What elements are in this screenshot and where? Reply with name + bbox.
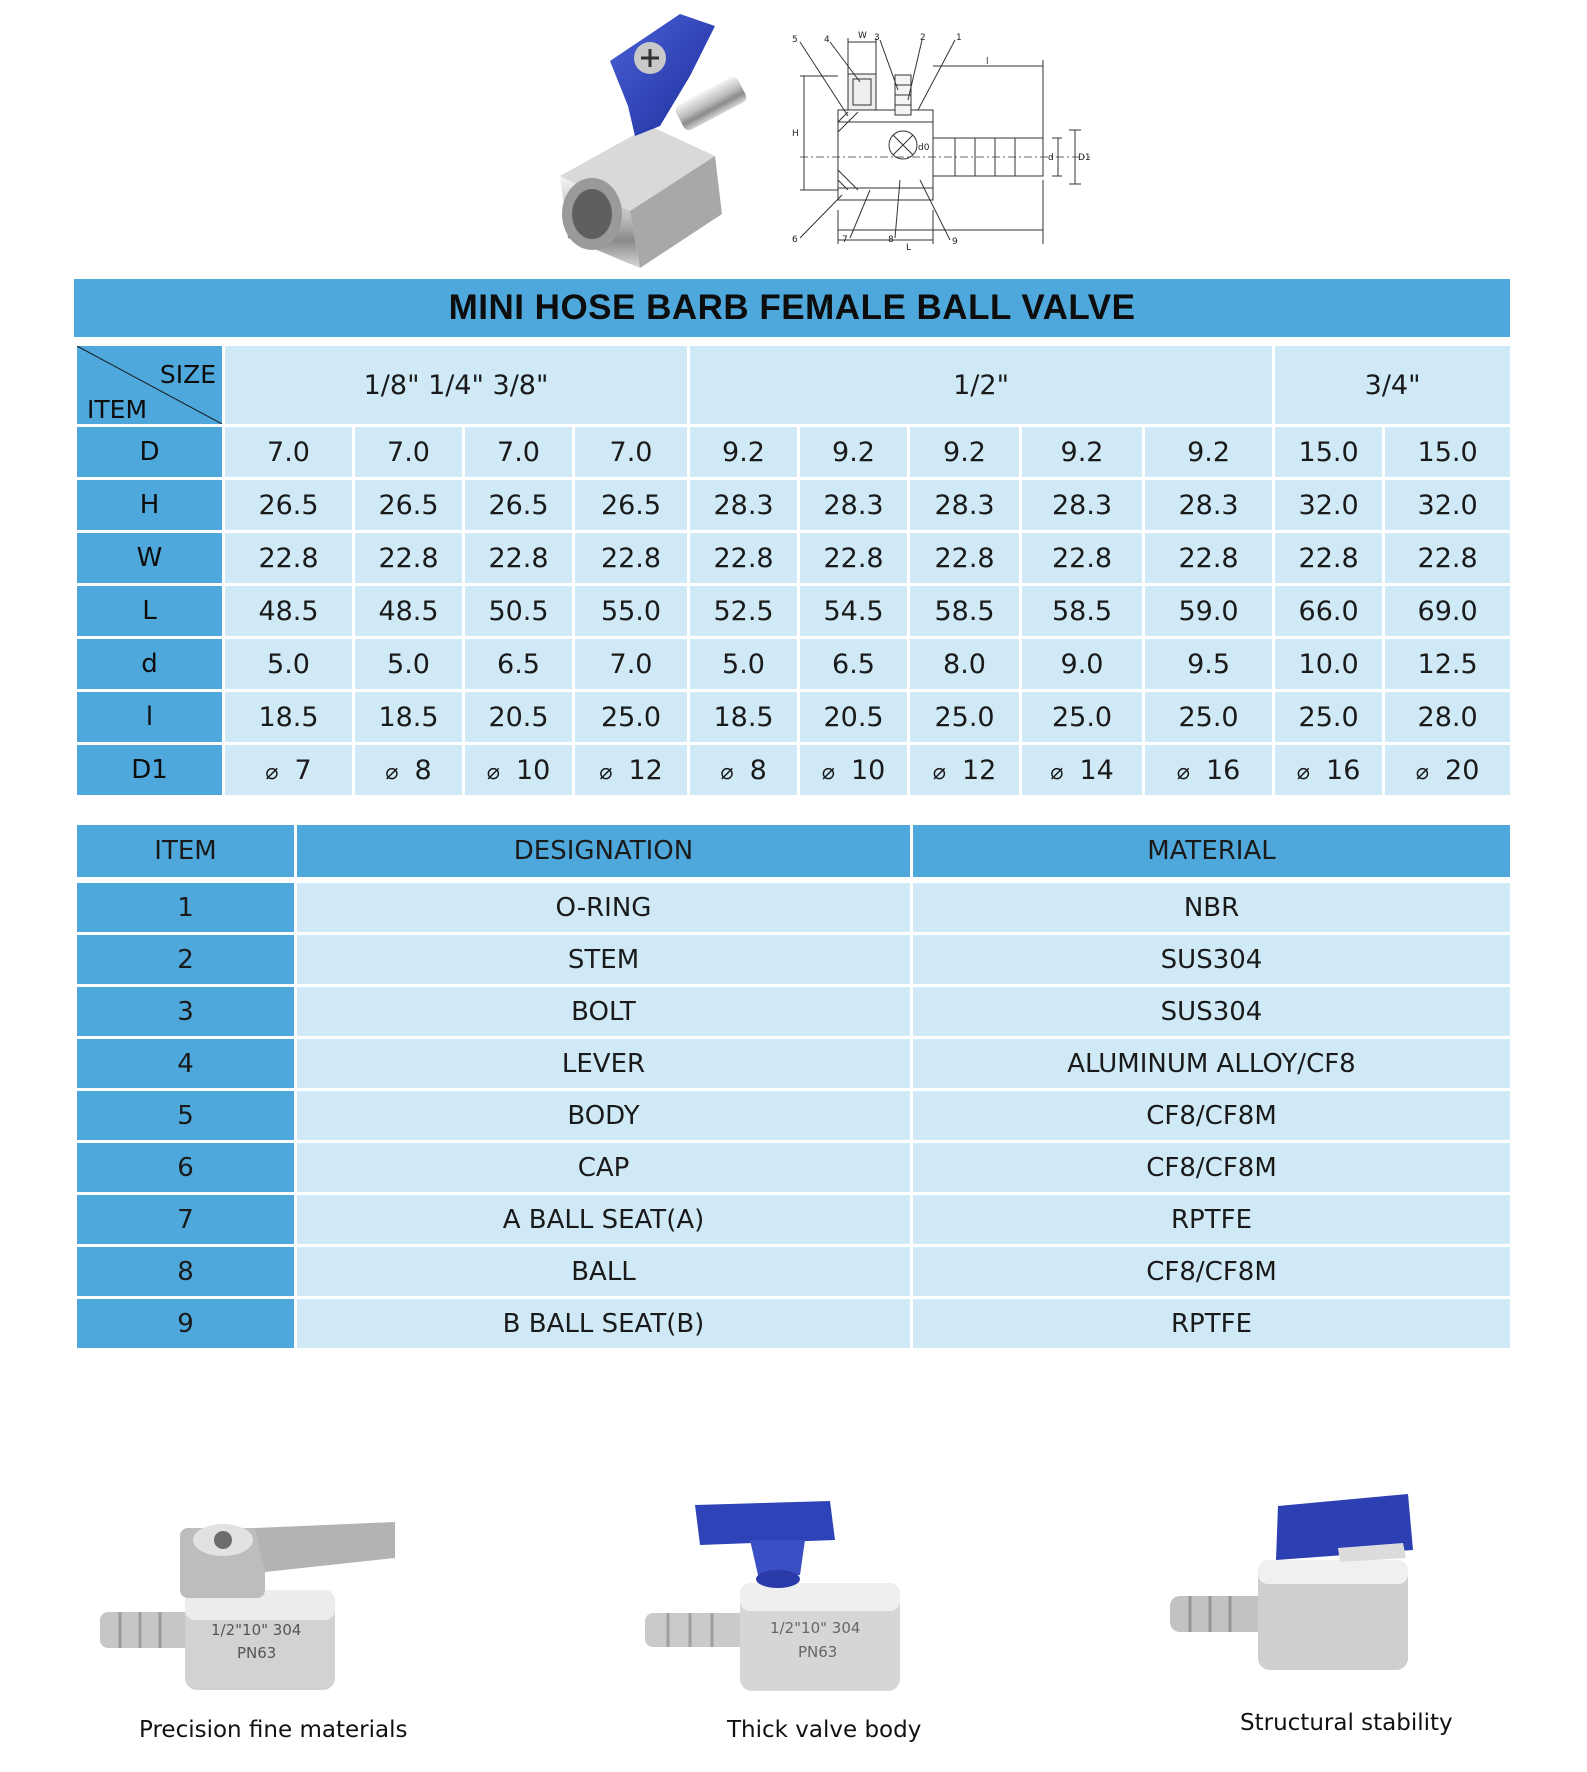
dimension-row-label: d bbox=[76, 638, 224, 691]
callout-d1: D1 bbox=[1078, 153, 1091, 163]
d1-value: 14 bbox=[1079, 754, 1114, 786]
callout-d0: d0 bbox=[918, 143, 930, 153]
size-group-header: 3/4" bbox=[1274, 345, 1512, 426]
d1-cell bbox=[909, 744, 1021, 797]
callout-6: 6 bbox=[792, 235, 798, 245]
d1-value: 8 bbox=[414, 754, 432, 786]
dimension-cell: 66.0 bbox=[1274, 585, 1384, 638]
dimension-cell: 58.5 bbox=[1021, 585, 1144, 638]
material-designation: A BALL SEAT(A) bbox=[296, 1194, 912, 1246]
diameter-icon: ⌀ bbox=[932, 759, 946, 785]
callout-9: 9 bbox=[952, 237, 958, 247]
engraving-pn: PN63 bbox=[798, 1643, 838, 1661]
d1-value: 16 bbox=[1206, 754, 1241, 786]
dimension-row bbox=[76, 585, 1512, 638]
dimension-cell: 7.0 bbox=[354, 426, 464, 479]
dimension-cell: 55.0 bbox=[574, 585, 689, 638]
callout-2: 2 bbox=[920, 33, 926, 43]
diameter-icon: ⌀ bbox=[720, 759, 734, 785]
material-value: CF8/CF8M bbox=[912, 1090, 1512, 1142]
diameter-icon: ⌀ bbox=[385, 759, 399, 785]
callout-8: 8 bbox=[888, 235, 894, 245]
dimension-cell: 12.5 bbox=[1384, 638, 1512, 691]
gallery-caption: Thick valve body bbox=[727, 1717, 922, 1743]
material-table bbox=[74, 822, 1513, 1351]
material-item-number: 3 bbox=[76, 986, 296, 1038]
material-row bbox=[76, 1090, 1512, 1142]
callout-h: H bbox=[792, 129, 799, 139]
d1-value: 10 bbox=[515, 754, 551, 786]
material-designation: LEVER bbox=[296, 1038, 912, 1090]
callout-L: L bbox=[906, 243, 912, 252]
size-group-header: 1/2" bbox=[689, 345, 1274, 426]
material-designation: BOLT bbox=[296, 986, 912, 1038]
material-designation: STEM bbox=[296, 934, 912, 986]
dimension-cell: 15.0 bbox=[1384, 426, 1512, 479]
material-item-number: 2 bbox=[76, 934, 296, 986]
corner-size-label: SIZE bbox=[159, 360, 216, 389]
callout-5: 5 bbox=[792, 35, 798, 45]
d1-value: 16 bbox=[1326, 754, 1361, 786]
dimension-row-label: H bbox=[76, 479, 224, 532]
d1-cell bbox=[1384, 744, 1512, 797]
dimension-cell: 20.5 bbox=[464, 691, 574, 744]
material-item-number: 1 bbox=[76, 880, 296, 934]
diameter-icon: ⌀ bbox=[1050, 759, 1064, 785]
dimension-row bbox=[76, 532, 1512, 585]
size-item-corner-cell bbox=[76, 345, 224, 426]
d1-cell bbox=[689, 744, 799, 797]
d1-value: 12 bbox=[961, 754, 997, 786]
dimension-cell: 25.0 bbox=[1021, 691, 1144, 744]
diameter-icon: ⌀ bbox=[599, 759, 613, 785]
dimension-cell: 15.0 bbox=[1274, 426, 1384, 479]
gallery-photo-thick-body bbox=[640, 1495, 930, 1695]
dimension-cell: 5.0 bbox=[354, 638, 464, 691]
material-value: SUS304 bbox=[912, 986, 1512, 1038]
gallery-photo-precision bbox=[95, 1510, 405, 1700]
d1-cell bbox=[1274, 744, 1384, 797]
d1-cell bbox=[1021, 744, 1144, 797]
material-item-number: 4 bbox=[76, 1038, 296, 1090]
dimension-cell: 58.5 bbox=[909, 585, 1021, 638]
material-value: NBR bbox=[912, 880, 1512, 934]
material-header-material: MATERIAL bbox=[912, 824, 1512, 881]
material-row bbox=[76, 1142, 1512, 1194]
dimension-cell: 9.2 bbox=[689, 426, 799, 479]
d1-value: 10 bbox=[850, 754, 886, 786]
diameter-icon: ⌀ bbox=[1296, 759, 1311, 785]
d1-value: 12 bbox=[628, 754, 663, 786]
dimension-cell: 9.2 bbox=[909, 426, 1021, 479]
diameter-icon: ⌀ bbox=[265, 759, 279, 785]
material-designation: B BALL SEAT(B) bbox=[296, 1298, 912, 1350]
material-item-number: 6 bbox=[76, 1142, 296, 1194]
material-row bbox=[76, 934, 1512, 986]
dimension-cell: 7.0 bbox=[224, 426, 354, 479]
dimension-cell: 22.8 bbox=[354, 532, 464, 585]
dimension-row-label: L bbox=[76, 585, 224, 638]
dimension-cell: 9.5 bbox=[1144, 638, 1274, 691]
material-row bbox=[76, 880, 1512, 934]
dimension-cell: 7.0 bbox=[574, 638, 689, 691]
dimension-cell: 10.0 bbox=[1274, 638, 1384, 691]
dimension-cell: 28.3 bbox=[799, 479, 909, 532]
dimension-cell: 32.0 bbox=[1274, 479, 1384, 532]
dimension-cell: 26.5 bbox=[574, 479, 689, 532]
corner-item-label: ITEM bbox=[87, 395, 148, 424]
material-value: SUS304 bbox=[912, 934, 1512, 986]
dimension-cell: 59.0 bbox=[1144, 585, 1274, 638]
dimension-cell: 6.5 bbox=[799, 638, 909, 691]
dimension-row bbox=[76, 479, 1512, 532]
dimension-cell: 28.3 bbox=[689, 479, 799, 532]
d1-value: 8 bbox=[749, 754, 767, 786]
dimension-cell: 18.5 bbox=[354, 691, 464, 744]
dimension-cell: 54.5 bbox=[799, 585, 909, 638]
d1-cell bbox=[224, 744, 354, 797]
material-item-number: 9 bbox=[76, 1298, 296, 1350]
engraving-size: 1/2"10" 304 bbox=[770, 1619, 861, 1637]
callout-d: d bbox=[1048, 153, 1054, 163]
gallery-photo-structural bbox=[1168, 1488, 1428, 1678]
material-designation: O-RING bbox=[296, 880, 912, 934]
dimension-cell: 8.0 bbox=[909, 638, 1021, 691]
dimension-cell: 25.0 bbox=[909, 691, 1021, 744]
dimension-cell: 26.5 bbox=[354, 479, 464, 532]
material-row bbox=[76, 986, 1512, 1038]
dimension-cell: 22.8 bbox=[464, 532, 574, 585]
d1-cell bbox=[354, 744, 464, 797]
material-header-item: ITEM bbox=[76, 824, 296, 881]
material-item-number: 7 bbox=[76, 1194, 296, 1246]
d1-value: 7 bbox=[294, 754, 312, 786]
spec-table-title: MINI HOSE BARB FEMALE BALL VALVE bbox=[448, 288, 1136, 327]
dimension-cell: 50.5 bbox=[464, 585, 574, 638]
dimension-cell: 5.0 bbox=[224, 638, 354, 691]
dimension-cell: 22.8 bbox=[909, 532, 1021, 585]
dimension-cell: 22.8 bbox=[574, 532, 689, 585]
gallery-caption: Precision fine materials bbox=[139, 1717, 408, 1743]
callout-1: 1 bbox=[956, 33, 962, 43]
dimension-cell: 52.5 bbox=[689, 585, 799, 638]
diameter-icon: ⌀ bbox=[486, 759, 500, 785]
dimension-cell: 32.0 bbox=[1384, 479, 1512, 532]
dimension-row-label: l bbox=[76, 691, 224, 744]
material-header-designation: DESIGNATION bbox=[296, 824, 912, 881]
engraving-pn: PN63 bbox=[237, 1644, 277, 1662]
material-row bbox=[76, 1298, 1512, 1350]
callout-4: 4 bbox=[824, 35, 830, 45]
dimension-cell: 25.0 bbox=[574, 691, 689, 744]
diameter-icon: ⌀ bbox=[821, 759, 835, 785]
callout-7: 7 bbox=[842, 235, 848, 245]
dimension-row-label: D bbox=[76, 426, 224, 479]
material-value: RPTFE bbox=[912, 1194, 1512, 1246]
dimension-cell: 9.0 bbox=[1021, 638, 1144, 691]
callout-3: 3 bbox=[874, 33, 880, 43]
callout-w: W bbox=[858, 31, 867, 41]
diameter-icon: ⌀ bbox=[1176, 759, 1190, 785]
d1-cell bbox=[1144, 744, 1274, 797]
dimension-row-label: W bbox=[76, 532, 224, 585]
dimension-cell: 69.0 bbox=[1384, 585, 1512, 638]
dimension-cell: 9.2 bbox=[1144, 426, 1274, 479]
dimension-cell: 48.5 bbox=[354, 585, 464, 638]
dimension-cell: 28.3 bbox=[909, 479, 1021, 532]
dimension-cell: 5.0 bbox=[689, 638, 799, 691]
diameter-icon: ⌀ bbox=[1415, 759, 1430, 785]
dimension-cell: 28.0 bbox=[1384, 691, 1512, 744]
engraving-size: 1/2"10" 304 bbox=[211, 1621, 302, 1639]
dimension-cell: 25.0 bbox=[1274, 691, 1384, 744]
dimension-cell: 18.5 bbox=[689, 691, 799, 744]
dimension-cell: 26.5 bbox=[224, 479, 354, 532]
size-group-header: 1/8" 1/4" 3/8" bbox=[224, 345, 689, 426]
dimension-cell: 9.2 bbox=[799, 426, 909, 479]
material-value: RPTFE bbox=[912, 1298, 1512, 1350]
dimension-cell: 22.8 bbox=[1144, 532, 1274, 585]
dimension-row-label: D1 bbox=[76, 744, 224, 797]
gallery-caption: Structural stability bbox=[1240, 1710, 1453, 1736]
dimension-cell: 20.5 bbox=[799, 691, 909, 744]
material-item-number: 8 bbox=[76, 1246, 296, 1298]
dimension-cell: 26.5 bbox=[464, 479, 574, 532]
dimension-cell: 22.8 bbox=[799, 532, 909, 585]
material-value: CF8/CF8M bbox=[912, 1246, 1512, 1298]
dimension-cell: 22.8 bbox=[689, 532, 799, 585]
dimension-cell: 28.3 bbox=[1144, 479, 1274, 532]
d1-cell bbox=[574, 744, 689, 797]
dimension-cell: 28.3 bbox=[1021, 479, 1144, 532]
material-row bbox=[76, 1038, 1512, 1090]
dimension-cell: 7.0 bbox=[464, 426, 574, 479]
dimension-row bbox=[76, 638, 1512, 691]
material-value: ALUMINUM ALLOY/CF8 bbox=[912, 1038, 1512, 1090]
dimension-cell: 48.5 bbox=[224, 585, 354, 638]
material-value: CF8/CF8M bbox=[912, 1142, 1512, 1194]
dimension-row bbox=[76, 426, 1512, 479]
callout-l: l bbox=[986, 57, 989, 67]
spec-table-title-bar bbox=[74, 279, 1510, 337]
dimension-row bbox=[76, 691, 1512, 744]
material-designation: BALL bbox=[296, 1246, 912, 1298]
material-row bbox=[76, 1194, 1512, 1246]
material-designation: BODY bbox=[296, 1090, 912, 1142]
d1-value: 20 bbox=[1445, 754, 1480, 786]
dimension-cell: 7.0 bbox=[574, 426, 689, 479]
dimension-table bbox=[74, 343, 1513, 798]
material-row bbox=[76, 1246, 1512, 1298]
material-item-number: 5 bbox=[76, 1090, 296, 1142]
dimension-cell: 22.8 bbox=[1021, 532, 1144, 585]
dimension-cell: 18.5 bbox=[224, 691, 354, 744]
product-photo bbox=[540, 6, 765, 270]
technical-drawing bbox=[790, 30, 1115, 252]
dimension-cell: 22.8 bbox=[1274, 532, 1384, 585]
dimension-cell: 6.5 bbox=[464, 638, 574, 691]
dimension-cell: 25.0 bbox=[1144, 691, 1274, 744]
dimension-row-d1 bbox=[76, 744, 1512, 797]
dimension-cell: 22.8 bbox=[224, 532, 354, 585]
dimension-cell: 9.2 bbox=[1021, 426, 1144, 479]
d1-cell bbox=[464, 744, 574, 797]
material-designation: CAP bbox=[296, 1142, 912, 1194]
d1-cell bbox=[799, 744, 909, 797]
dimension-cell: 22.8 bbox=[1384, 532, 1512, 585]
